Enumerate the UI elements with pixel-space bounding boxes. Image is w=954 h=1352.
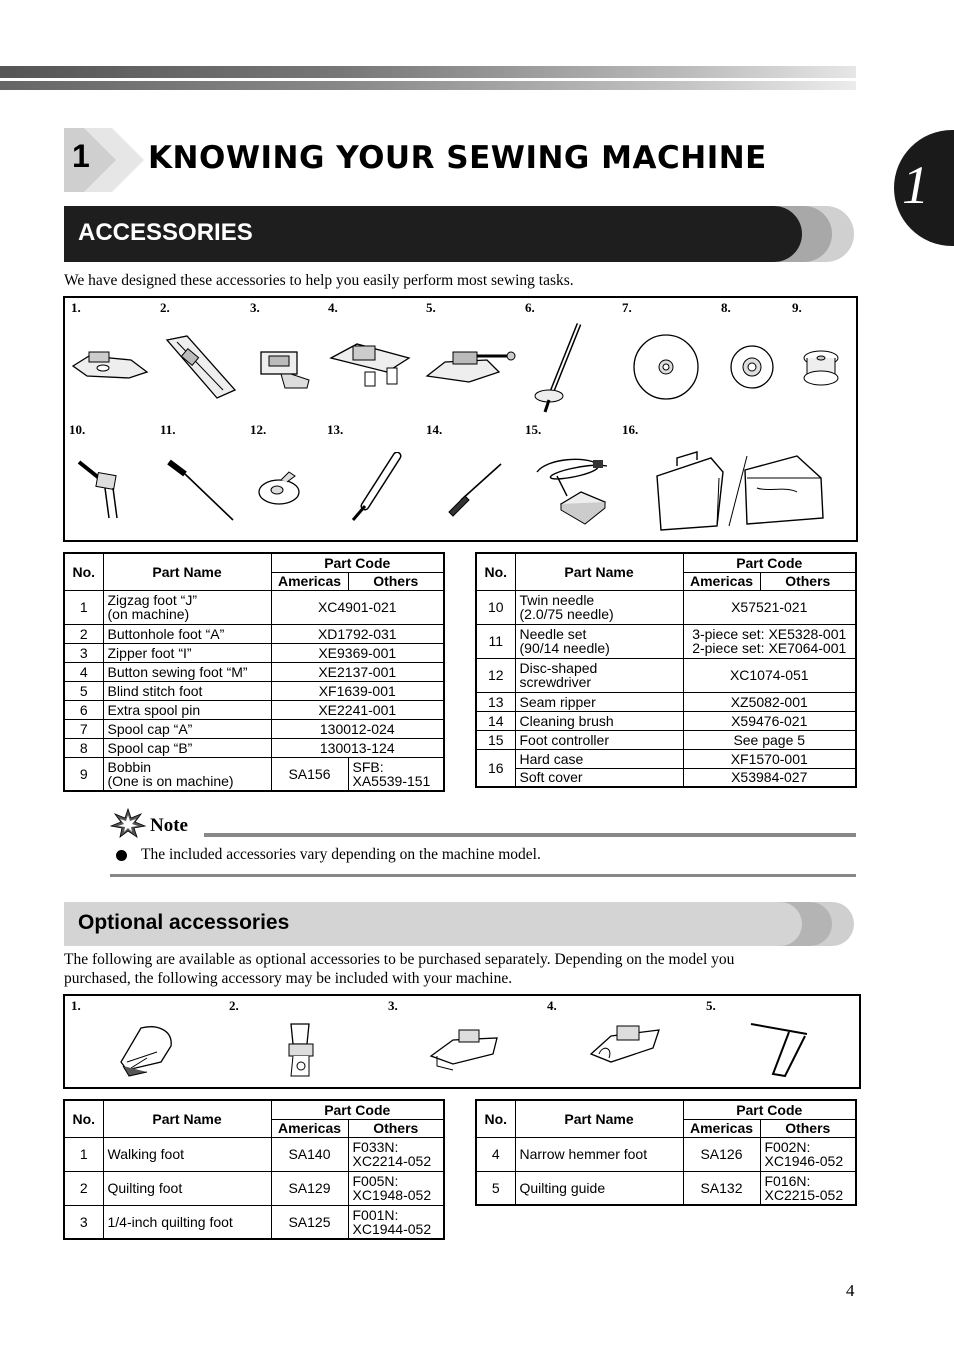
note-star-icon — [110, 808, 146, 838]
note-label: Note — [150, 815, 188, 836]
section-header-optional — [64, 902, 856, 946]
chapter-tab: 1 — [894, 130, 954, 246]
header-no: No. — [64, 1100, 103, 1137]
header-part-name: Part Name — [103, 1100, 271, 1137]
page-number: 4 — [846, 1281, 855, 1300]
item-number: 15. — [525, 422, 542, 437]
item-number: 11. — [160, 422, 176, 437]
quilting-foot-icon — [281, 1020, 321, 1082]
quarter-inch-quilting-foot-icon — [427, 1026, 503, 1072]
item-number: 3. — [388, 998, 398, 1013]
foot-controller-icon — [527, 452, 617, 528]
header-part-code: Part Code — [683, 553, 856, 572]
header-others: Others — [760, 1119, 856, 1137]
chapter-number: 1 — [72, 138, 90, 174]
table-row: 1 Walking foot SA140 F033N: XC2214-052 — [64, 1137, 444, 1171]
table-row: 15 Foot controller See page 5 — [476, 730, 856, 749]
optional-intro: The following are available as optional accessories to be purchased separately. Depending on the model you purchased, the following accessory may be included with your machine. — [64, 951, 735, 987]
quilting-guide-icon — [749, 1020, 813, 1080]
item-number: 12. — [250, 422, 267, 437]
button-sewing-foot-icon — [327, 338, 413, 394]
seam-ripper-icon — [339, 452, 405, 524]
note-bottom-divider — [110, 874, 856, 877]
narrow-hemmer-foot-icon — [587, 1020, 663, 1068]
accessories-intro: We have designed these accessories to help you easily perform most sewing tasks. — [64, 272, 574, 289]
item-number: 13. — [327, 422, 344, 437]
accessories-table-right — [475, 552, 857, 788]
table-row: 12 Disc-shaped screwdriver XC1074-051 — [476, 658, 856, 692]
header-no: No. — [64, 553, 103, 590]
bullet-icon — [116, 850, 127, 861]
header-others: Others — [348, 572, 444, 590]
zigzag-foot-icon — [69, 338, 149, 388]
section-title: ACCESSORIES — [78, 219, 253, 246]
note-text: The included accessories vary depending on the machine model. — [141, 846, 541, 863]
item-number: 7. — [622, 300, 632, 315]
spool-cap-b-icon — [729, 344, 775, 390]
table-row: 5 Quilting guide SA132 F016N: XC2215-052 — [476, 1171, 856, 1205]
table-row: 11 Needle set (90/14 needle) 3-piece set: XE5328-001 2-piece set: XE7064-001 — [476, 624, 856, 658]
header-others: Others — [348, 1119, 444, 1137]
item-number: 14. — [426, 422, 443, 437]
header-stripe-bottom — [0, 81, 856, 90]
table-row: 5 Blind stitch foot XF1639-001 — [64, 681, 444, 700]
table-row: 3 1/4-inch quilting foot SA125 F001N: XC1944-052 — [64, 1205, 444, 1239]
table-row: 10 Twin needle (2.0/75 needle) X57521-021 — [476, 590, 856, 624]
item-number: 4. — [547, 998, 557, 1013]
header-no: No. — [476, 1100, 515, 1137]
table-row: Soft cover X53984-027 — [476, 768, 856, 787]
item-number: 5. — [706, 998, 716, 1013]
item-number: 10. — [69, 422, 86, 437]
table-row: 6 Extra spool pin XE2241-001 — [64, 700, 444, 719]
header-part-name: Part Name — [515, 553, 683, 590]
buttonhole-foot-icon — [161, 334, 241, 404]
disc-screwdriver-icon — [257, 470, 303, 508]
table-row: 2 Buttonhole foot “A” XD1792-031 — [64, 624, 444, 643]
chapter-title: KNOWING YOUR SEWING MACHINE — [148, 140, 767, 176]
optional-illustration — [63, 994, 861, 1089]
header-americas: Americas — [683, 1119, 760, 1137]
header-part-code: Part Code — [683, 1100, 856, 1119]
item-number: 6. — [525, 300, 535, 315]
item-number: 9. — [792, 300, 802, 315]
accessories-illustration — [63, 296, 858, 542]
item-number: 1. — [71, 300, 81, 315]
hard-case-soft-cover-icon — [647, 448, 829, 534]
cleaning-brush-icon — [443, 460, 505, 518]
header-stripe-top — [0, 66, 856, 78]
header-part-name: Part Name — [103, 553, 271, 590]
header-americas: Americas — [271, 1119, 348, 1137]
table-row: 13 Seam ripper XZ5082-001 — [476, 692, 856, 711]
header-part-code: Part Code — [271, 1100, 444, 1119]
header-americas: Americas — [683, 572, 760, 590]
table-row: 9 Bobbin (One is on machine) SA156 SFB: XA5539-151 — [64, 757, 444, 791]
optional-table-right — [475, 1099, 857, 1206]
zipper-foot-icon — [251, 344, 315, 400]
item-number: 4. — [328, 300, 338, 315]
table-row: 4 Narrow hemmer foot SA126 F002N: XC1946-052 — [476, 1137, 856, 1171]
accessories-table-left — [63, 552, 445, 792]
note-divider — [204, 833, 856, 837]
table-row: 8 Spool cap “B” 130013-124 — [64, 738, 444, 757]
table-row: 4 Button sewing foot “M” XE2137-001 — [64, 662, 444, 681]
item-number: 16. — [622, 422, 639, 437]
section-header-accessories — [64, 206, 856, 262]
table-row: 2 Quilting foot SA129 F005N: XC1948-052 — [64, 1171, 444, 1205]
twin-needle-icon — [75, 458, 129, 522]
table-row: 16 Hard case XF1570-001 — [476, 749, 856, 768]
bobbin-icon — [801, 348, 841, 390]
header-part-code: Part Code — [271, 553, 444, 572]
optional-table-left — [63, 1099, 445, 1240]
item-number: 2. — [160, 300, 170, 315]
item-number: 5. — [426, 300, 436, 315]
item-number: 3. — [250, 300, 260, 315]
item-number: 2. — [229, 998, 239, 1013]
walking-foot-icon — [117, 1022, 179, 1078]
needle-set-icon — [165, 458, 239, 524]
header-part-name: Part Name — [515, 1100, 683, 1137]
spool-pin-icon — [529, 320, 599, 416]
table-row: 3 Zipper foot “I” XE9369-001 — [64, 643, 444, 662]
section-title: Optional accessories — [78, 911, 290, 934]
item-number: 1. — [71, 998, 81, 1013]
header-americas: Americas — [271, 572, 348, 590]
spool-cap-a-icon — [631, 332, 701, 402]
table-row: 14 Cleaning brush X59476-021 — [476, 711, 856, 730]
item-number: 8. — [721, 300, 731, 315]
table-row: 7 Spool cap “A” 130012-024 — [64, 719, 444, 738]
blind-stitch-foot-icon — [425, 342, 521, 388]
table-row: 1 Zigzag foot “J” (on machine) XC4901-021 — [64, 590, 444, 624]
header-no: No. — [476, 553, 515, 590]
header-others: Others — [760, 572, 856, 590]
